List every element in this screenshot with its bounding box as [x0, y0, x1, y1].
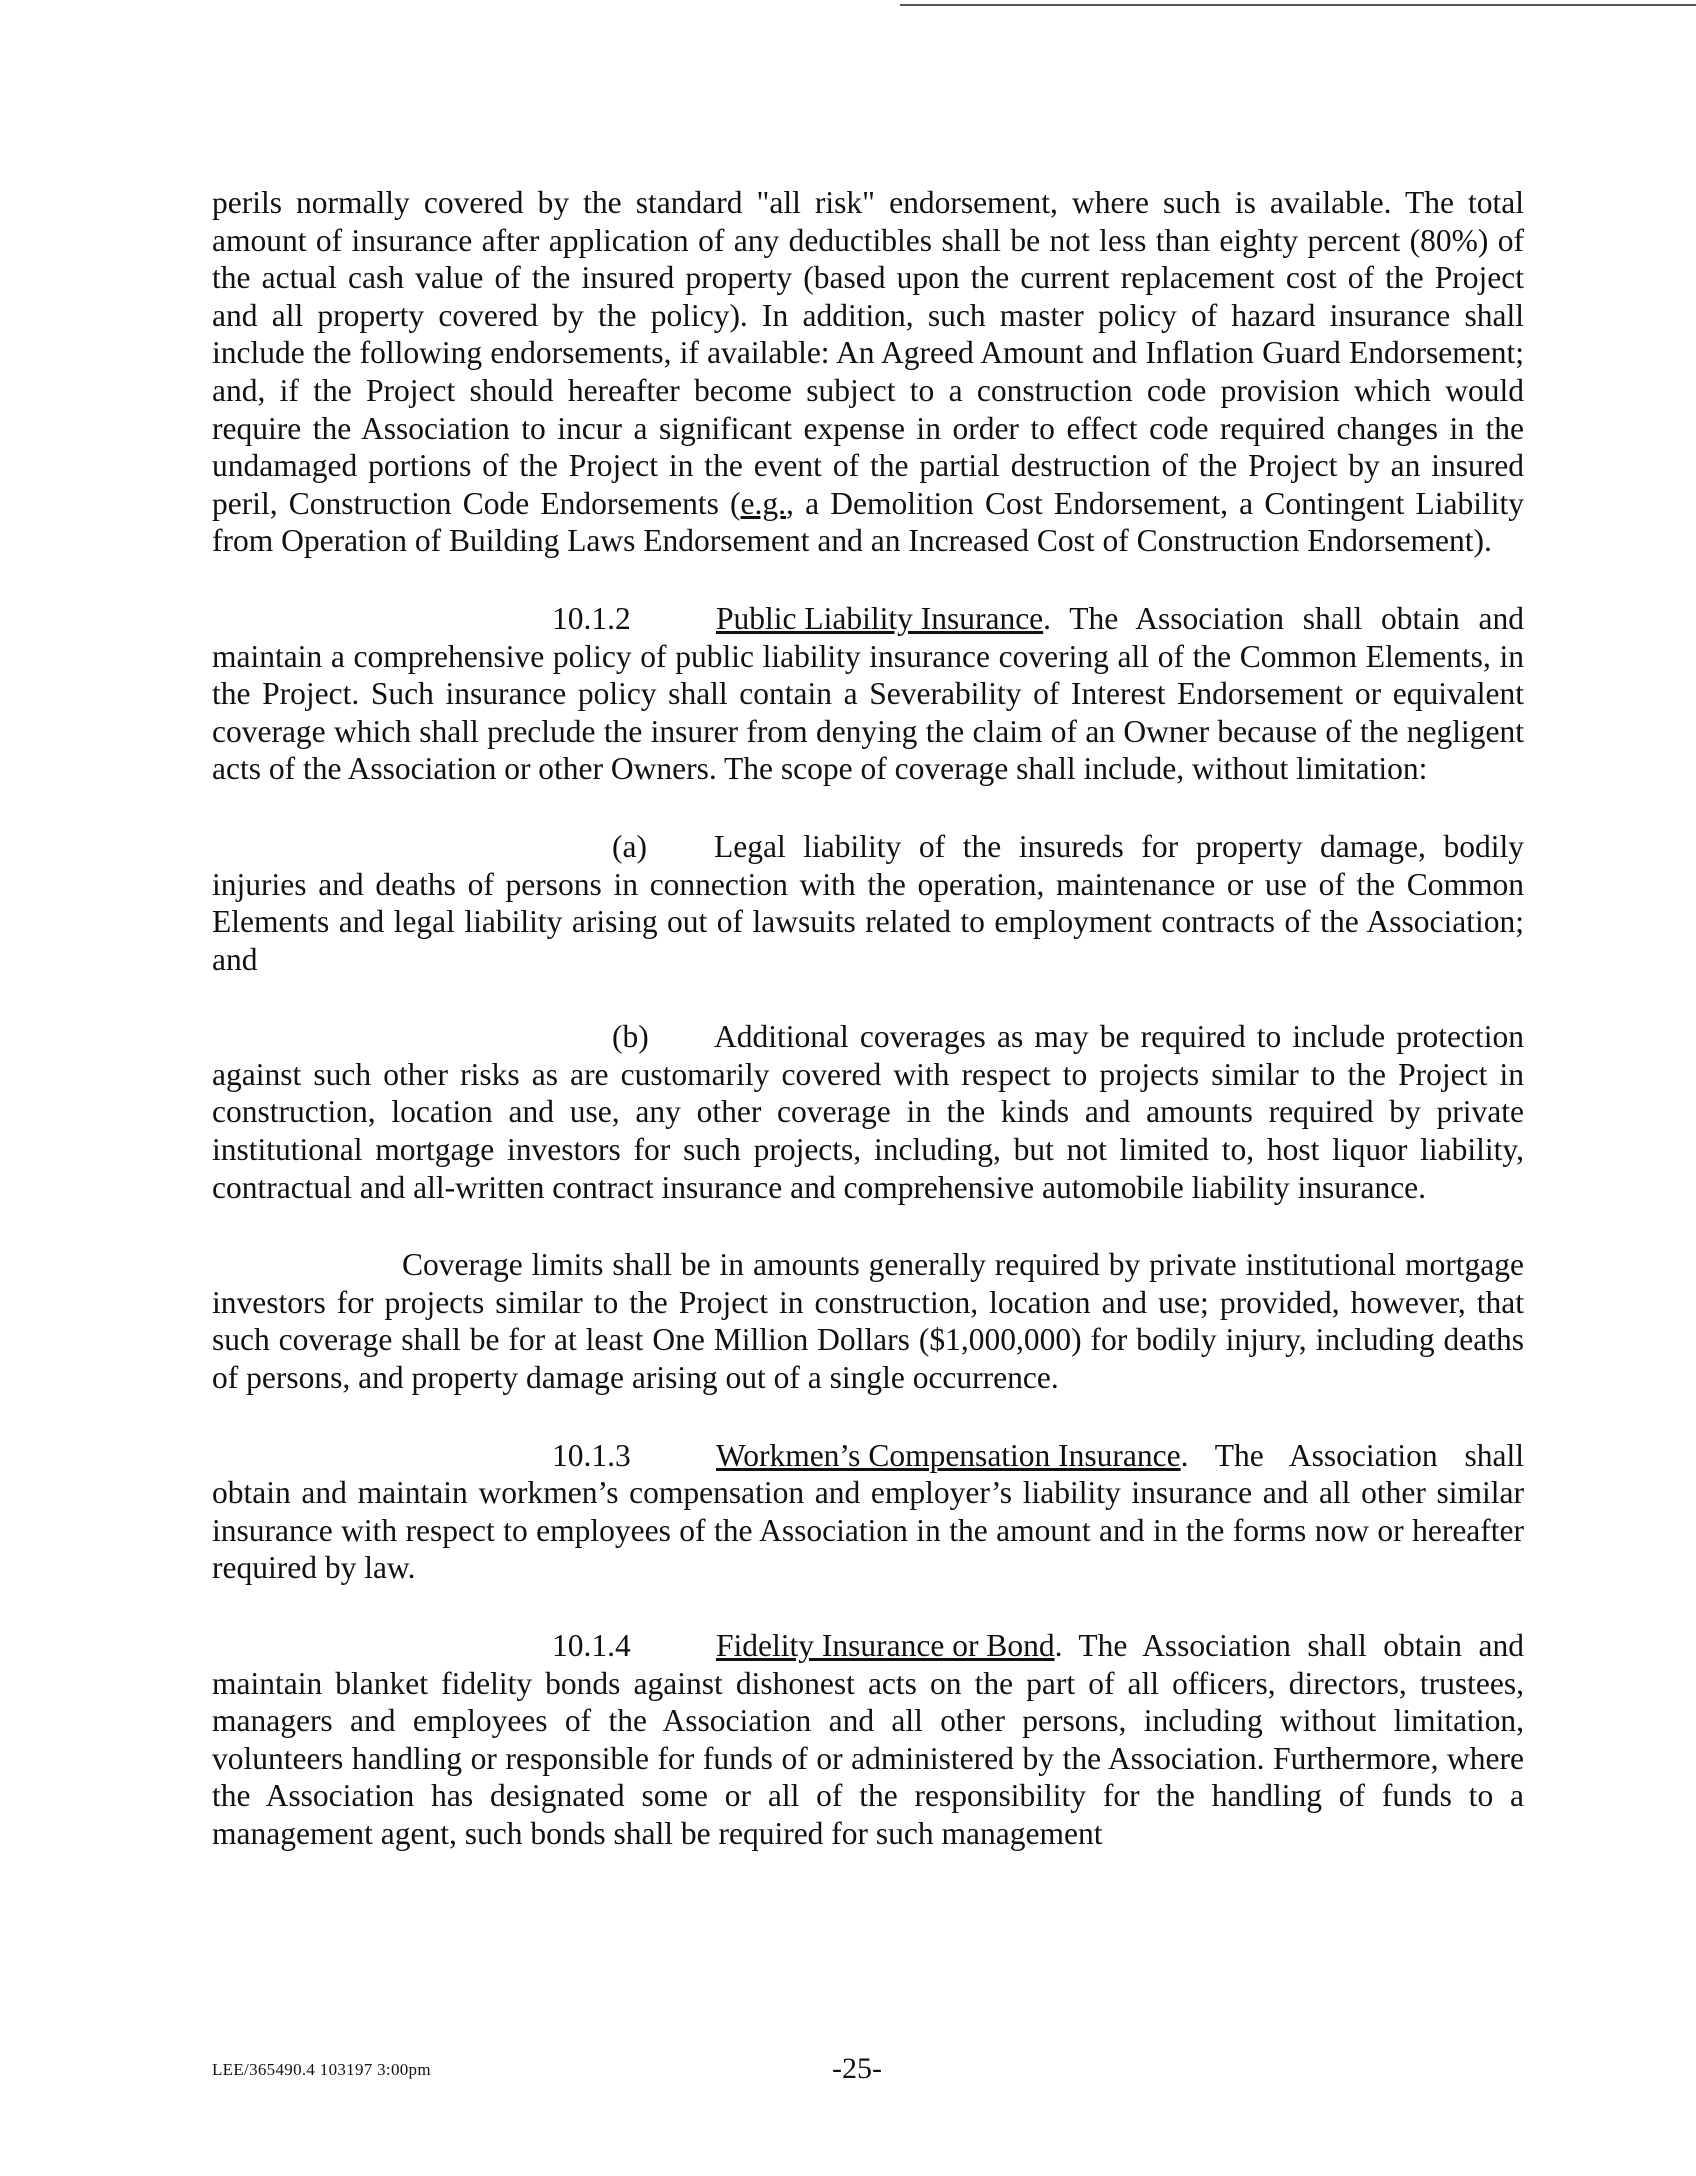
coverage-limits-paragraph: Coverage limits shall be in amounts generally required by private institutional mortgage investors for projects similar to the Project in construction, location and use; provided, however, that such coverage shall be for at least One Million Dollars ($1,000,000) for bodily injury, including deaths of persons, and property damage arising out of a single occurrence.	[212, 1247, 1524, 1396]
section-number: 10.1.2	[552, 600, 631, 636]
subsection-label: (b)	[612, 1019, 649, 1055]
footer-document-id: LEE/365490.4 103197 3:00pm	[212, 2060, 431, 2079]
subsection-body: Legal liability of the insureds for property damage, bodily injuries and deaths of persons in connection with the operation, maintenance or use of the Common Elements and legal liability arising out of lawsuits related to employment contracts of the Association; and	[212, 828, 1524, 977]
section-number: 10.1.3	[552, 1437, 631, 1473]
top-rule	[900, 4, 1696, 6]
paragraph-hazard-endorsements: perils normally covered by the standard "all risk" endorsement, where such is available. The total amount of insurance after application of any deductibles shall be not less than eighty percent (80%) of the actual cash value of the insured property (based upon the current replacement cost of the Project and all property covered by the policy). In addition, such master policy of hazard insurance shall include the following endorsements, if available: An Agreed Amount and Inflation Guard Endorsement; and, if the Project should hereafter become subject to a construction code provision which would require the Association to incur a significant expense in order to effect code required changes in the undamaged portions of the Project in the event of the partial destruction of the Project by an insured peril, Construction Code Endorsements (e.g., a Demolition Cost Endorsement, a Contingent Liability from Operation of Building Laws Endorsement and an Increased Cost of Construction Endorsement).	[212, 185, 1524, 559]
section-10-1-3	[212, 1437, 1524, 1587]
section-body: . The Association shall obtain and maintain a comprehensive policy of public liability insurance covering all of the Common Elements, in the Project. Such insurance policy shall contain a Severability of Interest Endorsement or equivalent coverage which shall preclude the insurer from denying the claim of an Owner because of the negligent acts of the Association or other Owners. The scope of coverage shall include, without limitation:	[212, 600, 1524, 787]
subsection-a	[212, 828, 1524, 978]
section-title: Workmen’s Compensation Insurance	[716, 1437, 1181, 1473]
page-number: -25-	[832, 2052, 882, 2085]
document-body	[212, 184, 1524, 1893]
eg-abbreviation: e.g.	[740, 485, 787, 521]
section-body: . The Association shall obtain and maintain blanket fidelity bonds against dishonest acts on the part of all officers, directors, trustees, managers and employees of the Association and all other persons, including without limitation, volunteers handling or responsible for funds of or administered by the Association. Furthermore, where the Association has designated some or all of the responsibility for the handling of funds to a management agent, such bonds shall be required for such management	[212, 1628, 1524, 1851]
subsection-b	[212, 1018, 1524, 1206]
section-title: Public Liability Insurance	[716, 600, 1044, 636]
subsection-label: (a)	[612, 828, 647, 864]
section-10-1-2	[212, 600, 1524, 788]
section-number: 10.1.4	[552, 1628, 631, 1663]
section-10-1-4	[212, 1627, 1524, 1853]
section-body: . The Association shall obtain and maintain workmen’s compensation and employer’s liability insurance and all other similar insurance with respect to employees of the Association in the amount and in the forms now or hereafter required by law.	[212, 1437, 1524, 1586]
subsection-body: Additional coverages as may be required to include protection against such other risks as are customarily covered with respect to projects similar to the Project in construction, location and use, any other coverage in the kinds and amounts required by private institutional mortgage investors for such projects, including, but not limited to, host liquor liability, contractual and all-written contract insurance and comprehensive automobile liability insurance.	[212, 1019, 1524, 1205]
section-title: Fidelity Insurance or Bond	[716, 1628, 1055, 1663]
